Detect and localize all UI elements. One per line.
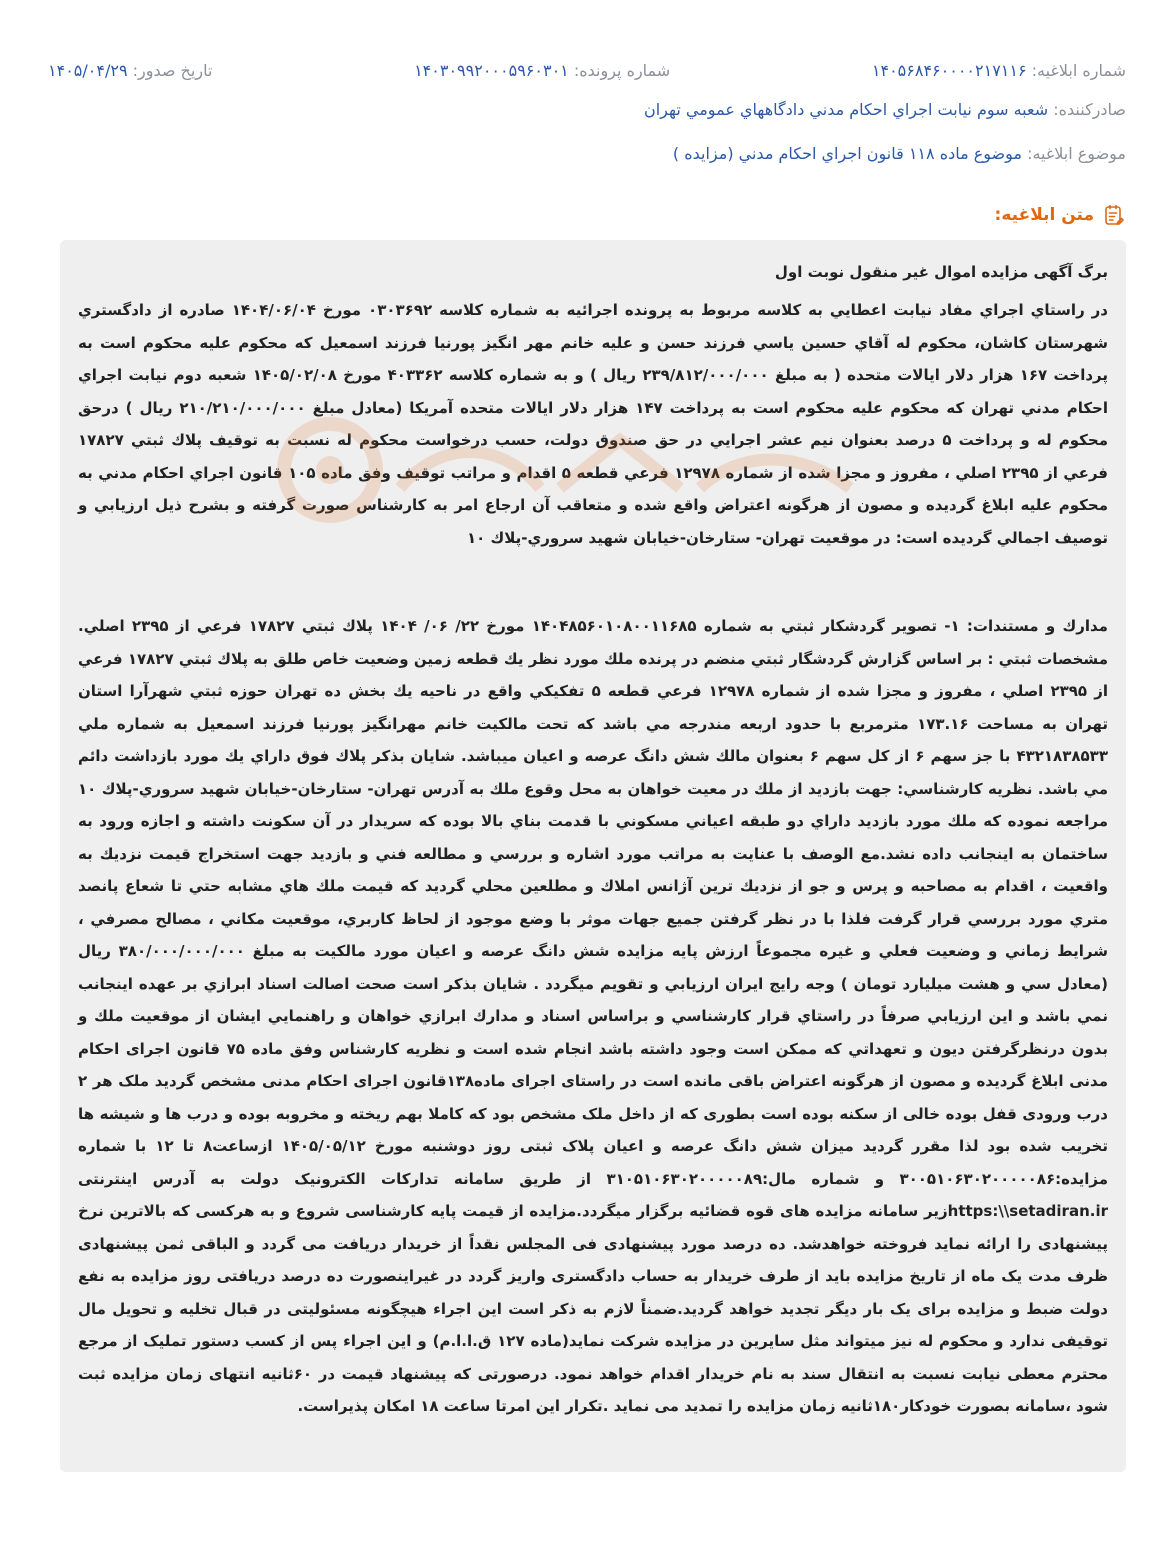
case-number [414, 61, 670, 80]
notice-body [60, 240, 1126, 1472]
case-number-value: ۱۴۰۳۰۹۹۲۰۰۰۵۹۶۰۳۰۱ [414, 60, 569, 80]
notice-number-label: شماره ابلاغیه: [1031, 60, 1126, 80]
document-text-icon [1102, 203, 1126, 227]
notice-number [872, 61, 1126, 80]
notice-heading: برگ آگهی مزایده اموال غیر منقول نوبت اول [774, 263, 1108, 281]
case-number-label: شماره پرونده: [573, 60, 671, 80]
issue-date-value: ۱۴۰۵/۰۴/۲۹ [48, 60, 128, 80]
notice-meta-row [48, 58, 1126, 82]
notice-paragraph-2: مدارك و مستندات: ۱- تصوير گردشكار ثبتي به شماره ۱۴۰۴۸۵۶۰۱۰۸۰۰۱۱۶۸۵ مورخ ۲۲/ ۰۶/ ۱۴۰۴ پلاك ثبتي ۱۷۸۲۷ فرعي از ۲۳۹۵ اصلي. مشخصات ثبتي : بر اساس گزارش گردشگار ثبتي منضم در پرنده ملك مورد نظر يك قطعه زمين وضعيت خاص طلق به پلاك ثبتي ۱۷۸۲۷ فرعي از ۲۳۹۵ اصلي ، مفروز و مجزا شده از شماره ۱۲۹۷۸ فرعي قطعه ۵ تفكيكي واقع در ناحيه يك بخش ده تهران حوزه ثبتي شهرآرا استان تهران به مساحت ۱۷۳.۱۶ مترمربع با حدود اربعه مندرجه مي باشد كه تحت مالكيت خانم مهرانگيز پورنيا فرزند اسمعيل به شماره ملي ۴۳۲۱۸۳۸۵۳۳ با جز سهم ۶ از كل سهم ۶ بعنوان مالك شش دانگ عرصه و اعيان ميباشد. شايان بذكر پلاك فوق داراي يك مورد بازداشت دائم مي باشد. نظريه كارشناسي: جهت بازديد از ملك در معيت خواهان به محل وقوع ملك به آدرس تهران- ستارخان-خيابان شهيد سروري-پلاك ۱۰ مراجعه نموده كه ملك مورد بازديد داراي دو طبقه اعياني مسكوني با قدمت بناي بالا بوده كه سريدار در آن سكونت داشته و اجازه ورود به ساختمان به اينجانب داده نشد.مع الوصف با عنايت به مراتب مورد اشاره و بررسي و مطالعه فني و بازديد جهت استخراج قيمت نزديك به واقعيت ، اقدام به مصاحبه و پرس و جو از نزديك ترين آژانس املاك و مطلعين محلي گرديد كه قيمت ملك هاي مشابه حتي تا شعاع پانصد متري مورد بررسي قرار گرفت فلذا با در نظر گرفتن جميع جهات موثر با وضع موجود از لحاظ كاربري، موقعيت مكاني ، مصالح مصرفي ، شرايط زماني و وضعيت فعلي و غيره مجموعاً ارزش پايه مزايده شش دانگ عرصه و اعيان مورد مالكيت به مبلغ ۳۸۰/۰۰۰/۰۰۰/۰۰۰ ريال (معادل سي و هشت ميليارد تومان ) وجه رايج ايران ارزيابي و تقويم ميگردد . شايان بذكر است صحت اصالت اسناد ابرازي بر عهده اينجانب نمي باشد و اين ارزيابي صرفاً در راستاي قرار كارشناسي و براساس اسناد و مدارك ابرازي خواهان و راهنمايي ايشان از موقعيت ملك و بدون درنظرگرفتن ديون و تعهداتي كه ممكن است وجود داشته باشد انجام شده است و نظریه کارشناس وفق ماده ۷۵ قانون اجرای احکام مدنی ابلاغ گردیده و مصون از هرگونه اعتراض باقی مانده است در راستای اجرای ماده۱۳۸قانون اجرای احکام مدنی مشخص گردید ملک هر ۲ درب ورودی قفل بوده خالی از سکنه بوده است بطوری که از داخل ملک مشخص بود که کاملا بهم ریخته و مخروبه بوده و درب ها و شیشه ها تخریب شده بود لذا مقرر گردید میزان شش دانگ عرصه و اعیان پلاک ثبتی روز دوشنبه مورخ ۱۴۰۵/۰۵/۱۲ ازساعت۸ تا ۱۲ با شماره مزایده:۳۰۰۵۱۰۶۳۰۲۰۰۰۰۰۸۶ و شماره مال:۳۱۰۵۱۰۶۳۰۲۰۰۰۰۰۸۹ از طریق سامانه تدارکات الکترونیک دولت به آدرس اینترنتی https:\\setadiran.irزیر سامانه مزایده های قوه قضائیه برگزار میگردد.مزایده از قیمت پایه کارشناسی شروع و به هرکسی که بالاترین نرخ پیشنهادی را ارائه نماید فروخته خواهدشد. ده درصد مورد پیشنهادی فی المجلس نقداً از خریدار دریافت می گردد و الباقی ثمن پیشنهادی ظرف مدت یک ماه از تاریخ مزایده باید از طرف خریدار به حساب دادگستری واریز گردد در غیراینصورت ده درصد دریافتی روز مزایده به نفع دولت ضبط و مزایده برای یک بار دیگر تجدید خواهد گردید.ضمناً لازم به ذکر است این اجراء هیچگونه مسئولیتی در قبال تخلیه و تحویل مال توقیفی ندارد و محکوم له نیز میتواند مثل سایرین در مزایده شرکت نماید(ماده ۱۲۷ ق.ا.ا.م) و این اجراء پس از کسب دستور تملیک از مرجع محترم معطی نیابت نسبت به انتقال سند به نام خریدار اقدام خواهد نمود. درصورتی که پیشنهاد قیمت در ۶۰ثانیه انتهای زمان مزایده ثبت شود ،سامانه بصورت خودکار۱۸۰ثانیه زمان مزایده را تمدید می نماید .تکرار این امرتا ساعت ۱۸ امکان پذیراست. [78, 617, 1109, 1415]
issue-date [48, 61, 212, 80]
notice-text-header [995, 202, 1126, 228]
sender-line [48, 100, 1126, 124]
sender-label: صادرکننده: [1053, 100, 1126, 119]
subject-value: موضوع ماده ۱۱۸ قانون اجراي احكام مدني (مزايده ) [672, 144, 1022, 163]
subject-line [48, 144, 1126, 168]
sender-value: شعبه سوم نيابت اجراي احكام مدني دادگاههاي عمومي تهران [643, 100, 1049, 119]
subject-label: موضوع ابلاغیه: [1027, 144, 1126, 163]
notice-text-title: متن ابلاغیه: [994, 205, 1094, 225]
paragraph-gap [78, 554, 1108, 610]
notice-number-value: ۱۴۰۵۶۸۴۶۰۰۰۰۲۱۷۱۱۶ [871, 60, 1027, 80]
issue-date-label: تاریخ صدور: [132, 60, 213, 80]
notice-paragraph-1: در راستاي اجراي مفاد نيابت اعطايي به كلاسه مربوط به پرونده اجرائيه به شماره كلاسه ۰۳۰۳۶۹۲ مورخ ۱۴۰۴/۰۶/۰۴ صادره از دادگستري شهرستان كاشان، محكوم له آقاي حسين ياسي فرزند حسن و عليه خانم مهر انگيز پورنيا فرزند اسمعيل كه محكوم عليه محكوم است به پرداخت ۱۶۷ هزار دلار ايالات متحده ( به مبلغ ۲۳۹/۸۱۲/۰۰۰/۰۰۰ ريال ) و به شماره كلاسه ۴۰۳۳۶۲ مورخ ۱۴۰۵/۰۲/۰۸ شعبه دوم نيابت اجراي احكام مدني تهران كه محكوم عليه محكوم است به پرداخت ۱۴۷ هزار دلار ايالات متحده آمريكا (معادل مبلغ ۲۱۰/۲۱۰/۰۰۰/۰۰۰ ريال ) درحق محكوم له و پرداخت ۵ درصد بعنوان نيم عشر اجرايي در حق صندوق دولت، حسب درخواست محكوم له نسبت به توقيف پلاك ثبتي ۱۷۸۲۷ فرعي از ۲۳۹۵ اصلي ، مفروز و مجزا شده از شماره ۱۲۹۷۸ فرعي قطعه ۵ اقدام و مراتب توقيف وفق ماده ۱۰۵ قانون اجراي احكام مدني به محكوم عليه ابلاغ گرديده و مصون از هرگونه اعتراض واقع شده و متعاقب آن ارجاع امر به كارشناس صورت گرفته و بشرح ذيل ارزيابي و توصيف اجمالي گرديده است: در موقعيت تهران- ستارخان-خيابان شهيد سروري-پلاك ۱۰ [78, 301, 1109, 547]
